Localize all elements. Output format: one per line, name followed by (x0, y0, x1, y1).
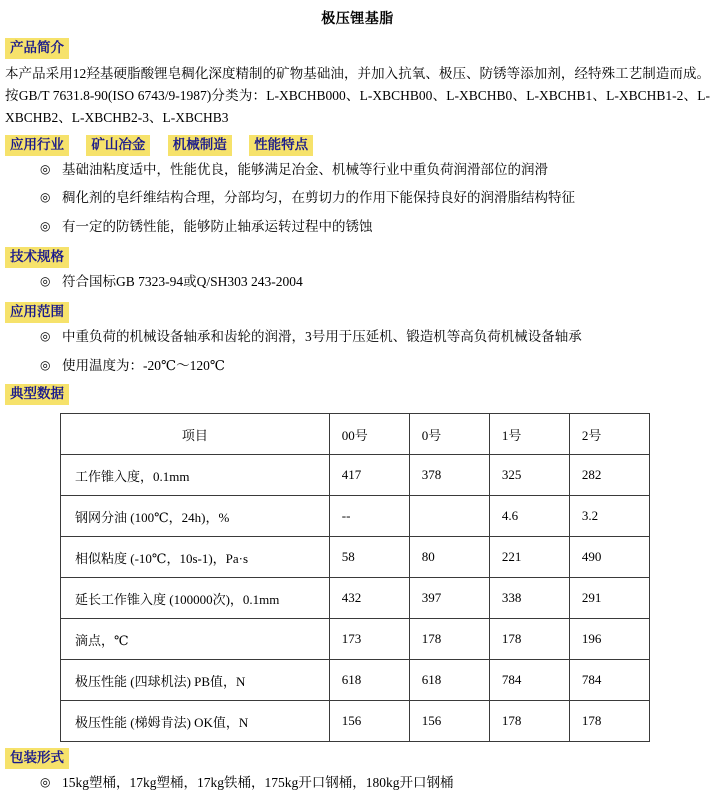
cell-value: 282 (569, 455, 649, 496)
intro-heading-row (5, 38, 715, 59)
usage-list (0, 327, 715, 376)
list-item (0, 160, 715, 180)
section-heading-industry: 应用行业 (5, 135, 69, 156)
section-heading-intro: 产品简介 (5, 38, 69, 59)
bullet-icon: ◎ (40, 190, 51, 205)
industry-heading-row (5, 135, 715, 156)
bullet-icon: ◎ (40, 357, 51, 372)
list-item (0, 356, 715, 376)
cell-item: 极压性能 (四球机法) PB值，N (61, 660, 330, 701)
section-heading-features: 性能特点 (249, 135, 313, 156)
column-header-1: 1号 (489, 414, 569, 455)
cell-value: 178 (569, 701, 649, 742)
cell-value: 378 (409, 455, 489, 496)
cell-item: 滴点，℃ (61, 619, 330, 660)
cell-value: 432 (329, 578, 409, 619)
list-item-label: 基础油粘度适中，性能优良，能够满足冶金、机械等行业中重负荷润滑部位的润滑 (62, 162, 548, 178)
cell-item: 相似粘度 (-10℃，10s-1)，Pa·s (61, 537, 330, 578)
list-item-label: 中重负荷的机械设备轴承和齿轮的润滑，3号用于压延机、锻造机等高负荷机械设备轴承 (62, 329, 582, 345)
section-heading-packaging: 包装形式 (5, 748, 69, 769)
section-heading-specs: 技术规格 (5, 247, 69, 268)
cell-value: 417 (329, 455, 409, 496)
table-row (61, 619, 650, 660)
cell-item: 延长工作锥入度 (100000次)，0.1mm (61, 578, 330, 619)
list-item-label: 符合国标GB 7323-94或Q/SH303 243-2004 (62, 273, 303, 289)
table-row (61, 578, 650, 619)
cell-value: 196 (569, 619, 649, 660)
list-item (0, 188, 715, 208)
list-item-label: 有一定的防锈性能，能够防止轴承运转过程中的锈蚀 (62, 218, 373, 234)
column-header-0: 0号 (409, 414, 489, 455)
cell-value: 173 (329, 619, 409, 660)
list-item-label: 稠化剂的皂纤维结构合理，分部均匀，在剪切力的作用下能保持良好的润滑脂结构特征 (62, 190, 575, 206)
bullet-icon: ◎ (40, 218, 51, 233)
cell-value: 156 (409, 701, 489, 742)
industry-label-machinery: 机械制造 (168, 135, 232, 156)
cell-value: 784 (489, 660, 569, 701)
table-header (61, 414, 650, 455)
table-row (61, 701, 650, 742)
bullet-icon: ◎ (40, 329, 51, 344)
cell-value: 618 (329, 660, 409, 701)
list-item-label: 使用温度为：-20℃～120℃ (62, 357, 225, 373)
cell-value: -- (329, 496, 409, 537)
cell-value: 4.6 (489, 496, 569, 537)
features-list (0, 160, 715, 237)
cell-value (409, 496, 489, 537)
intro-paragraph: 本产品采用12羟基硬脂酸锂皂稠化深度精制的矿物基础油，并加入抗氧、极压、防锈等添加剂，经特殊工艺制造而成。按GB/T 7631.8-90(ISO 6743/9-1987)分类为：L-XBCHB000、L-XBCHB00、L-XBCHB0、L-XBCHB1、L-XBCHB1-2、L-XBCHB2、L-XBCHB2-3、L-XBCHB3 (5, 66, 710, 125)
cell-value: 178 (409, 619, 489, 660)
table-body (61, 455, 650, 742)
bullet-icon: ◎ (40, 162, 51, 177)
cell-value: 80 (409, 537, 489, 578)
cell-value: 338 (489, 578, 569, 619)
cell-item: 极压性能 (梯姆肯法) OK值，N (61, 701, 330, 742)
usage-heading-row (5, 302, 715, 323)
cell-item: 工作锥入度，0.1mm (61, 455, 330, 496)
cell-value: 325 (489, 455, 569, 496)
cell-value: 58 (329, 537, 409, 578)
cell-value: 397 (409, 578, 489, 619)
table-row (61, 660, 650, 701)
cell-value: 3.2 (569, 496, 649, 537)
list-item (0, 217, 715, 237)
list-item (0, 272, 715, 292)
list-item (0, 773, 715, 793)
column-header-00: 00号 (329, 414, 409, 455)
cell-value: 618 (409, 660, 489, 701)
specs-list (0, 272, 715, 292)
cell-value: 784 (569, 660, 649, 701)
column-header-item: 项目 (61, 414, 330, 455)
bullet-icon: ◎ (40, 273, 51, 288)
list-item (0, 327, 715, 347)
bullet-icon: ◎ (40, 775, 51, 790)
packaging-heading-row (5, 748, 715, 769)
cell-value: 490 (569, 537, 649, 578)
cell-value: 221 (489, 537, 569, 578)
typical-heading-row (5, 384, 715, 405)
typical-data-table (60, 413, 650, 742)
industry-label-mining: 矿山冶金 (86, 135, 150, 156)
cell-value: 178 (489, 701, 569, 742)
cell-value: 156 (329, 701, 409, 742)
cell-value: 291 (569, 578, 649, 619)
specs-heading-row (5, 247, 715, 268)
table-row (61, 537, 650, 578)
table-header-row (61, 414, 650, 455)
column-header-2: 2号 (569, 414, 649, 455)
document-page (0, 8, 715, 791)
list-item-label: 15kg塑桶，17kg塑桶，17kg铁桶，175kg开口钢桶，180kg开口钢桶 (62, 775, 454, 791)
table-row (61, 455, 650, 496)
packaging-list (0, 773, 715, 793)
section-heading-usage: 应用范围 (5, 302, 69, 323)
section-heading-typical: 典型数据 (5, 384, 69, 405)
cell-value: 178 (489, 619, 569, 660)
cell-item: 钢网分油 (100℃，24h)，% (61, 496, 330, 537)
table-row (61, 496, 650, 537)
page-title: 极压锂基脂 (321, 12, 394, 27)
